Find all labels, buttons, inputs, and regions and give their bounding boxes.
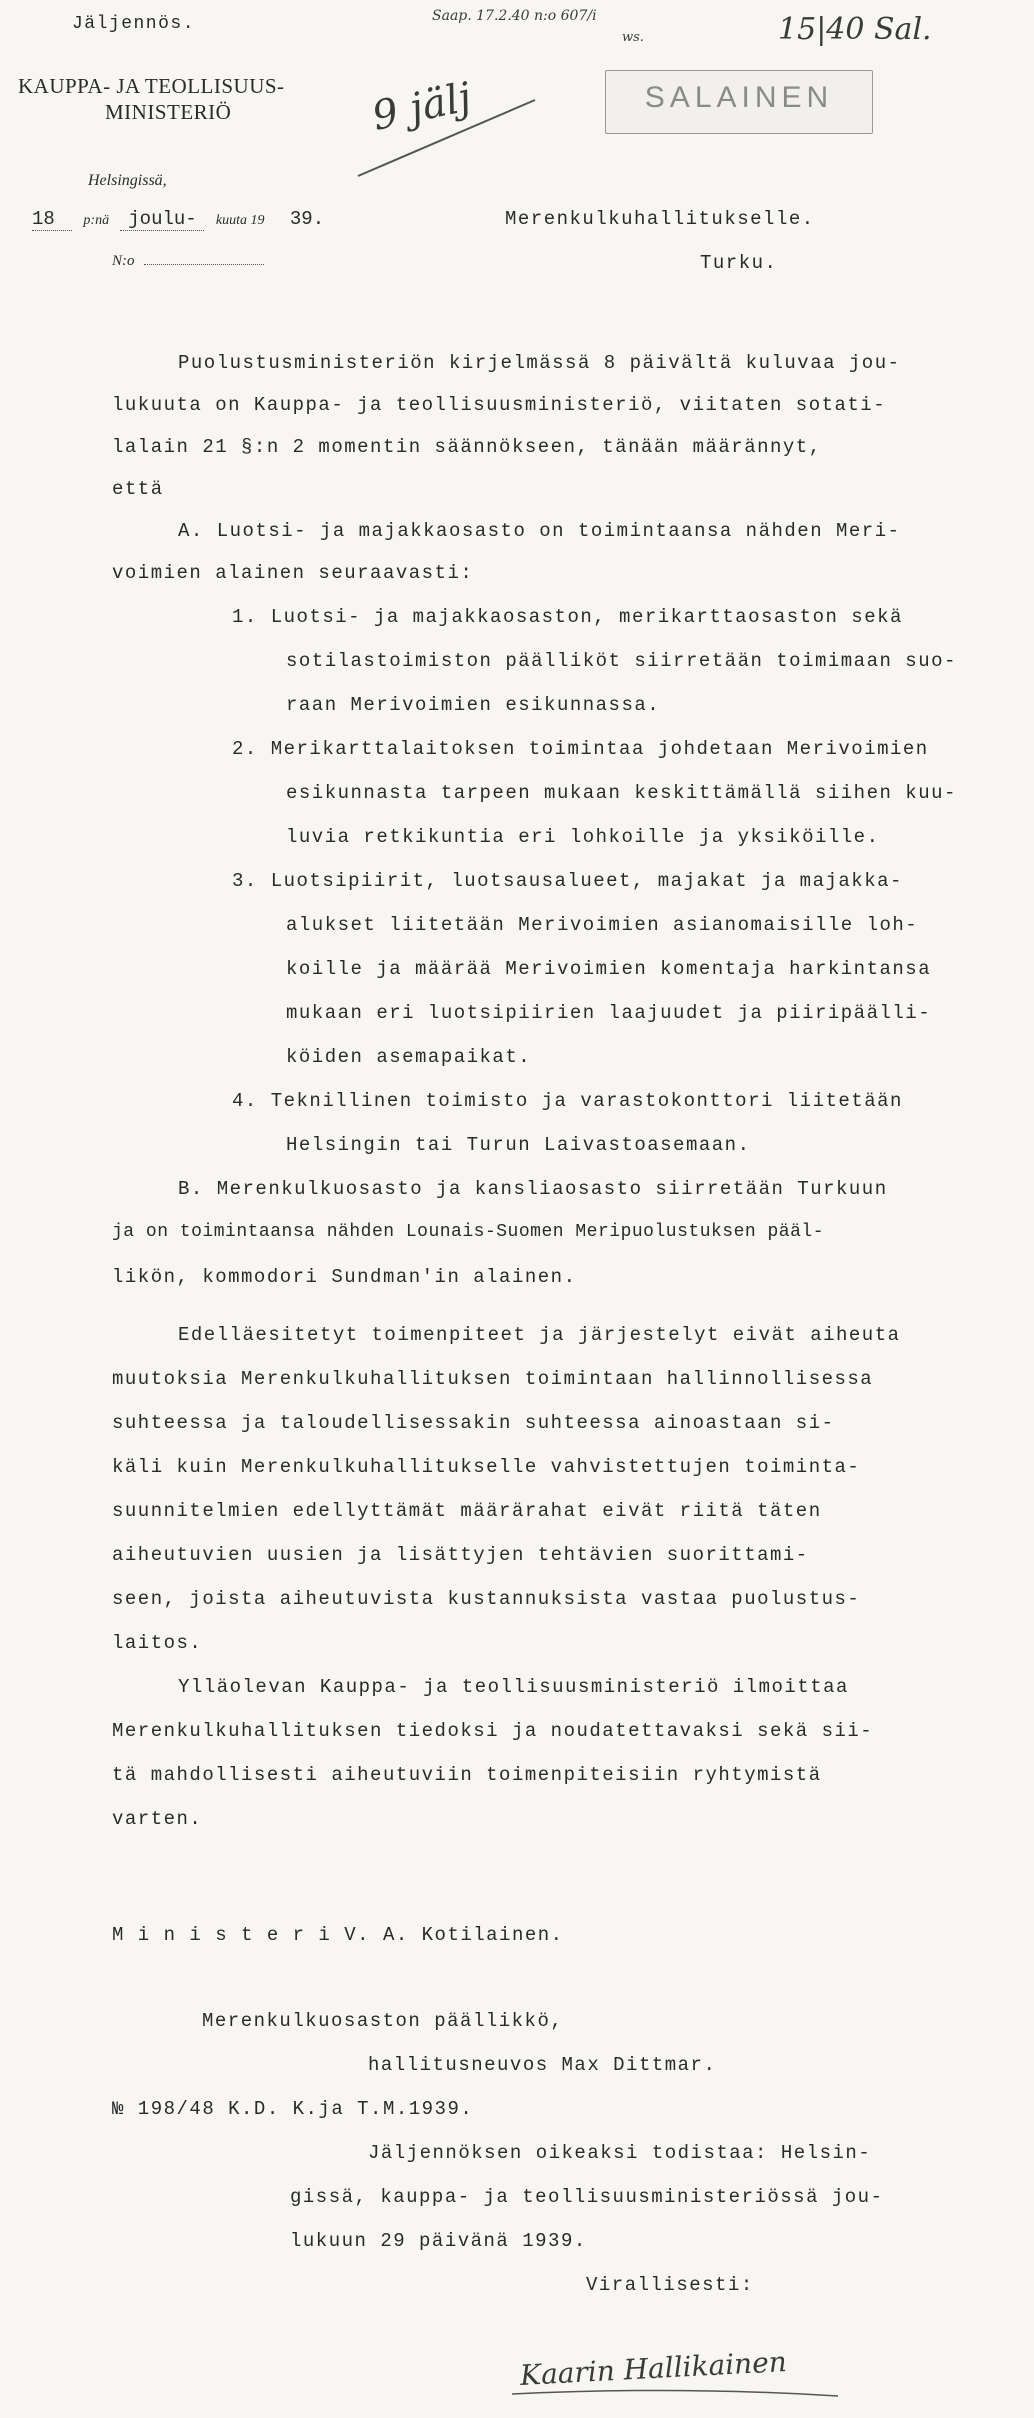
file-reference-rest: 40 Sal. — [826, 12, 932, 47]
number-line — [112, 252, 264, 270]
item-3-line-4: mukaan eri luotsipiirien laajuudet ja piiripäälli- — [286, 1002, 932, 1024]
section-a-line-2: voimien alainen seuraavasti: — [112, 562, 474, 584]
paragraph-3-line-1: Ylläolevan Kauppa- ja teollisuusministeriö ilmoittaa — [178, 1676, 849, 1698]
place-label: Helsingissä, — [88, 172, 167, 189]
paragraph-2-line-4: käli kuin Merenkulkuhallitukselle vahvistettujen toiminta- — [112, 1456, 861, 1478]
department-head-title: Merenkulkuosaston päällikkö, — [202, 2010, 564, 2032]
classification-stamp-text: SALAINEN — [644, 81, 834, 114]
date-day-suffix: p:nä — [83, 213, 110, 228]
paragraph-2-line-3: suhteessa ja taloudellisessakin suhteessa ainoastaan si- — [112, 1412, 835, 1434]
paragraph-2-line-7: seen, joista aiheutuvista kustannuksista vastaa puolustus- — [112, 1588, 861, 1610]
arrival-note: Saap. 17.2.40 n:o 607/i — [432, 8, 597, 24]
classification-stamp — [605, 70, 873, 134]
handwritten-copy-mark: 9 jälj — [368, 74, 476, 140]
date-year: 39. — [289, 208, 325, 230]
intro-line-4: että — [112, 478, 164, 500]
date-month: joulu- — [120, 208, 204, 231]
date-month-suffix: kuuta 19 — [215, 213, 265, 228]
number-label: N:o — [112, 253, 135, 269]
signature: Kaarin Hallikainen — [519, 2345, 788, 2392]
item-3-line-5: köiden asemapaikat. — [286, 1046, 532, 1068]
recipient-city: Turku. — [700, 252, 778, 274]
certification-line-1: Jäljennöksen oikeaksi todistaa: Helsin- — [368, 2142, 872, 2164]
paragraph-3-line-2: Merenkulkuhallituksen tiedoksi ja noudatettavaksi sekä sii- — [112, 1720, 874, 1742]
paragraph-2-line-1: Edelläesitetyt toimenpiteet ja järjestelyt eivät aiheuta — [178, 1324, 901, 1346]
section-b-line-3: likön, kommodori Sundman'in alainen. — [112, 1266, 577, 1288]
paragraph-2-line-5: suunnitelmien edellyttämät määrärahat eivät riitä täten — [112, 1500, 822, 1522]
section-a-line-1: A. Luotsi- ja majakkaosasto on toimintaansa nähden Meri- — [178, 520, 901, 542]
arrival-note-initials: ws. — [622, 30, 644, 45]
registry-reference: № 198/48 K.D. K.ja T.M.1939. — [112, 2098, 474, 2120]
item-3-line-2: alukset liitetään Merivoimien asianomaisille loh- — [286, 914, 919, 936]
item-4-line-1: 4. Teknillinen toimisto ja varastokonttori liitetään — [232, 1090, 903, 1112]
paragraph-2-line-2: muutoksia Merenkulkuhallituksen toimintaan hallinnollisessa — [112, 1368, 874, 1390]
date-day: 18 — [32, 208, 72, 231]
signature-underline — [508, 2384, 848, 2404]
item-1-line-3: raan Merivoimien esikunnassa. — [286, 694, 661, 716]
paragraph-2-line-8: laitos. — [112, 1632, 203, 1654]
number-field — [144, 264, 264, 265]
intro-line-1: Puolustusministeriön kirjelmässä 8 päivältä kuluvaa jou- — [178, 352, 901, 374]
copy-label: Jäljennös. — [72, 14, 196, 34]
ministry-name-line1: KAUPPA- JA TEOLLISUUS- — [18, 74, 285, 98]
item-2-line-1: 2. Merikarttalaitoksen toimintaa johdetaan Merivoimien — [232, 738, 929, 760]
item-1-line-2: sotilastoimiston päälliköt siirretään toimimaan suo- — [286, 650, 957, 672]
intro-line-3: lalain 21 §:n 2 momentin säännökseen, tänään määrännyt, — [112, 436, 822, 458]
paragraph-3-line-4: varten. — [112, 1808, 203, 1830]
intro-line-2: lukuuta on Kauppa- ja teollisuusministeriö, viitaten sotati- — [112, 394, 887, 416]
file-reference-slash: | — [816, 12, 827, 47]
item-4-line-2: Helsingin tai Turun Laivastoasemaan. — [286, 1134, 751, 1156]
copy-mark-stroke — [350, 96, 540, 182]
minister-line: M i n i s t e r i V. A. Kotilainen. — [112, 1924, 564, 1946]
certification-line-3: lukuun 29 päivänä 1939. — [290, 2230, 587, 2252]
ministry-name-line2: MINISTERIÖ — [105, 100, 232, 124]
certification-line-2: gissä, kauppa- ja teollisuusministeriössä jou- — [290, 2186, 884, 2208]
paragraph-3-line-3: tä mahdollisesti aiheutuviin toimenpiteisiin ryhtymistä — [112, 1764, 822, 1786]
recipient: Merenkulkuhallitukselle. — [505, 208, 815, 230]
item-2-line-3: luvia retkikuntia eri lohkoille ja yksiköille. — [286, 826, 880, 848]
officially-label: Virallisesti: — [586, 2274, 754, 2296]
item-3-line-3: koille ja määrää Merivoimien komentaja harkintansa — [286, 958, 932, 980]
file-reference-number: 15 — [778, 12, 817, 47]
item-2-line-2: esikunnasta tarpeen mukaan keskittämällä siihen kuu- — [286, 782, 957, 804]
paragraph-2-line-6: aiheutuvien uusien ja lisättyjen tehtävien suorittami- — [112, 1544, 809, 1566]
section-b-line-1: B. Merenkulkuosasto ja kansliaosasto siirretään Turkuun — [178, 1178, 888, 1200]
item-1-line-1: 1. Luotsi- ja majakkaosaston, merikarttaosaston sekä — [232, 606, 903, 628]
section-b-line-2: ja on toimintaansa nähden Lounais-Suomen Meripuolustuksen pääl- — [112, 1222, 825, 1242]
file-reference — [778, 12, 932, 47]
item-3-line-1: 3. Luotsipiirit, luotsausalueet, majakat ja majakka- — [232, 870, 903, 892]
date-line — [32, 208, 324, 231]
department-head-name: hallitusneuvos Max Dittmar. — [368, 2054, 717, 2076]
